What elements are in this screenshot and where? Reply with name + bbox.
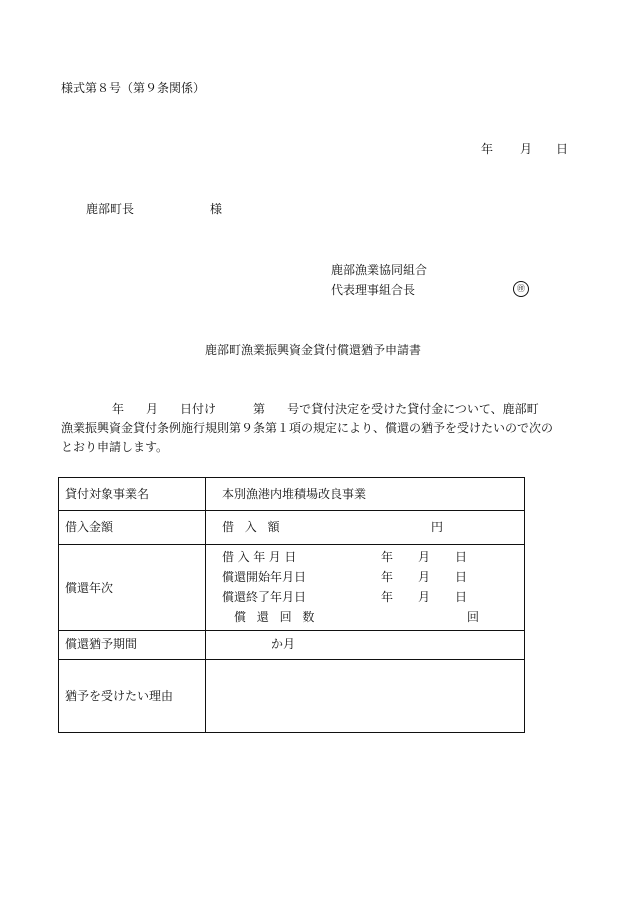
body-line-3: とおり申請します。: [61, 440, 169, 454]
repay-count-unit: 回: [467, 610, 480, 624]
applicant-representative: 代表理事組合長: [331, 283, 416, 297]
loan-amount-unit: 円: [431, 520, 444, 534]
repay-start-month: 月: [418, 570, 431, 584]
loan-amount-label: 借入金額: [65, 520, 114, 534]
body-paragraph: [61, 400, 576, 457]
body-dated: 日付け: [180, 402, 217, 416]
repay-end-day: 日: [455, 590, 468, 604]
repay-start-day: 日: [455, 570, 468, 584]
table-column-divider: [205, 478, 206, 732]
borrow-date-label: 借入年月日: [222, 550, 301, 564]
addressee-name: 鹿部町長: [86, 202, 135, 216]
repay-start-year: 年: [381, 570, 394, 584]
repay-end-year: 年: [381, 590, 394, 604]
table-row-divider: [59, 544, 524, 545]
deferral-period-label: 償還猶予期間: [65, 637, 138, 651]
applicant-organization: 鹿部漁業協同組合: [331, 263, 428, 277]
repay-count-label: 償還回数: [234, 610, 326, 624]
project-label: 貸付対象事業名: [65, 487, 150, 501]
document-title: 鹿部町漁業振興資金貸付償還猶予申請書: [205, 343, 422, 357]
borrow-date-year: 年: [381, 550, 394, 564]
date-month-label: 月: [520, 142, 533, 156]
repay-start-label: 償還開始年月日: [222, 570, 307, 584]
body-rest: 号で貸付決定を受けた貸付金について、鹿部町: [287, 402, 539, 416]
seal-mark: ㊞: [513, 281, 529, 297]
project-value: 本別漁港内堆積場改良事業: [222, 487, 367, 501]
borrow-date-day: 日: [455, 550, 468, 564]
body-line-2: 漁業振興資金貸付条例施行規則第９条第１項の規定により、償還の猶予を受けたいので次の: [61, 421, 554, 435]
borrow-date-month: 月: [418, 550, 431, 564]
repay-end-label: 償還終了年月日: [222, 590, 307, 604]
form-number: 様式第８号（第９条関係）: [61, 81, 206, 95]
body-line-1: [61, 400, 576, 419]
table-row-divider: [59, 510, 524, 511]
body-year: 年: [112, 402, 125, 416]
repay-end-month: 月: [418, 590, 431, 604]
repayment-label: 償還年次: [65, 581, 114, 595]
application-table: [58, 477, 525, 733]
body-month: 月: [146, 402, 159, 416]
loan-amount-sub-label: 借入額: [222, 520, 291, 534]
table-row-divider: [59, 659, 524, 660]
date-day-label: 日: [556, 142, 569, 156]
deferral-reason-label: 猶予を受けたい理由: [65, 689, 174, 703]
body-dai: 第: [253, 402, 266, 416]
table-row-divider: [59, 630, 524, 631]
addressee-honorific: 様: [210, 202, 223, 216]
deferral-period-unit: か月: [271, 637, 296, 651]
date-year-label: 年: [481, 142, 494, 156]
